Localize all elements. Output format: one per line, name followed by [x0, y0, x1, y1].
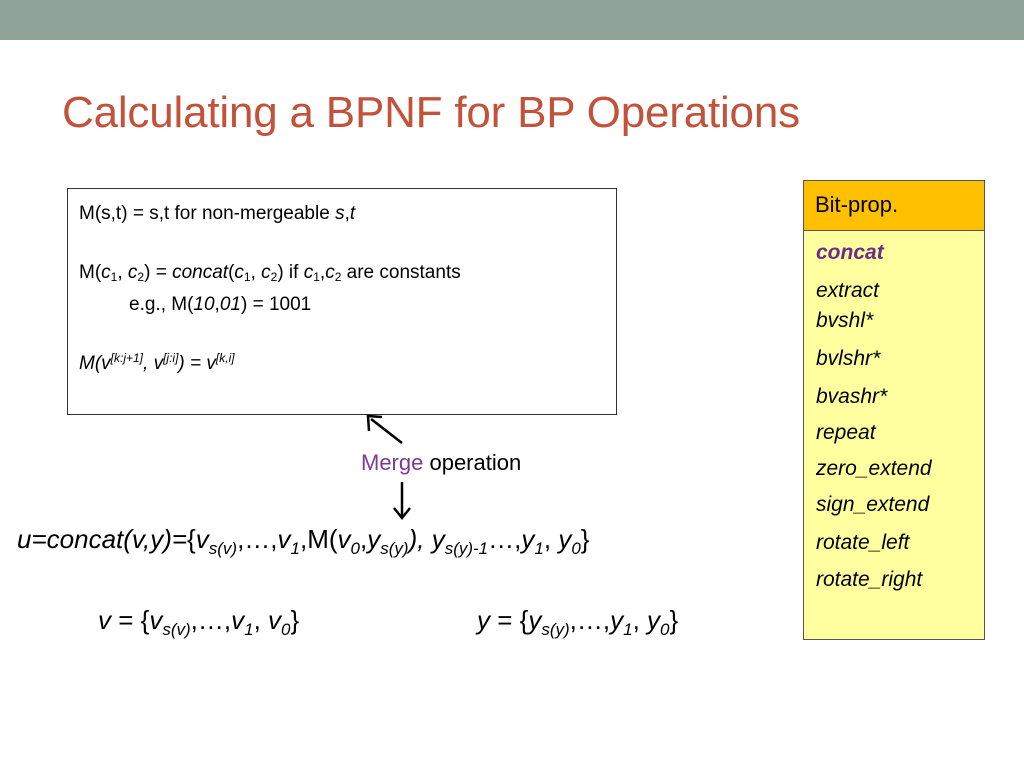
rule4-comma: ,	[143, 353, 154, 374]
rule4-v: v	[153, 353, 164, 374]
formula-dots: …,	[488, 524, 522, 554]
vdef-dots: ,…,	[190, 605, 232, 635]
rule1-s: s	[335, 203, 345, 224]
formula-dots: ,…,	[237, 524, 278, 554]
formula-v: v	[277, 524, 291, 554]
ydef-brace: }	[669, 605, 679, 635]
rule2-paren: (	[228, 262, 235, 283]
bit-prop-item-bvlshr: bvlshr*	[816, 347, 881, 370]
rule2-c: c	[303, 262, 314, 283]
slide-title: Calculating a BPNF for BP Operations	[62, 88, 800, 137]
merge-word: Merge	[361, 450, 424, 475]
vdef-v: v	[231, 605, 245, 635]
formula-comma: ,	[360, 524, 368, 554]
ydef-sub: 1	[623, 620, 633, 639]
formula-y: y	[367, 524, 381, 554]
rule-slices	[79, 352, 235, 376]
ydef-comma: ,	[632, 605, 648, 635]
formula-brace: }	[580, 524, 590, 554]
ydef-y: y	[610, 605, 624, 635]
formula-merge: M(	[307, 524, 338, 554]
bit-prop-item-bvashr: bvashr*	[816, 385, 888, 408]
bit-prop-item-concat: concat	[816, 241, 884, 264]
rule2-comma: ,	[250, 262, 262, 283]
bit-prop-item-rotate-left: rotate_left	[816, 531, 910, 554]
ydef-eq: = {	[490, 605, 529, 635]
formula-sub: s(y)	[380, 539, 409, 558]
ydef-y: y	[528, 605, 542, 635]
vdef-sub: 1	[244, 620, 254, 639]
merge-rules-box	[67, 188, 617, 415]
rule-example	[129, 293, 311, 317]
rule2-c: c	[325, 262, 335, 283]
rule2-sub: 2	[270, 270, 278, 284]
ydef-lhs: y	[477, 605, 490, 635]
ydef-sub: s(y)	[541, 620, 570, 639]
v-definition	[98, 605, 300, 639]
bit-prop-item-repeat: repeat	[816, 421, 876, 444]
rule2-sub: 1	[243, 270, 251, 284]
rule2-c: c	[234, 262, 244, 283]
vdef-comma: ,	[253, 605, 269, 635]
ydef-sub: 0	[660, 620, 670, 639]
rule2-comma: ,	[319, 262, 326, 283]
bit-prop-item-zero-extend: zero_extend	[816, 457, 932, 480]
bit-prop-item-extract: extract	[816, 279, 880, 302]
formula-v: v	[195, 524, 209, 554]
arrow-to-rules-icon	[368, 416, 402, 443]
rule2-sub: 1	[313, 270, 320, 284]
rule2-m: M(	[79, 262, 102, 283]
rule2-sub: 2	[334, 270, 342, 284]
rule4-sup: [j:i]	[163, 351, 179, 365]
rule3-comma: ,	[214, 294, 220, 315]
formula-brace: {	[187, 524, 196, 554]
rule4-v: v	[101, 353, 111, 374]
rule2-tail: are constants	[341, 262, 461, 283]
formula-v: v	[337, 524, 351, 554]
formula-lhs: u=concat(v,y)=	[17, 524, 188, 554]
rule1-comma: ,	[344, 203, 350, 224]
bit-prop-item-rotate-right: rotate_right	[816, 568, 923, 591]
formula-sub: s(v)	[208, 539, 238, 558]
formula-y: y	[558, 524, 572, 554]
operation-word: operation	[423, 450, 522, 475]
formula-y: y	[424, 524, 445, 554]
ydef-dots: ,…,	[569, 605, 611, 635]
rule2-c: c	[127, 262, 138, 283]
rule2-sub: 2	[137, 270, 145, 284]
formula-close: ),	[408, 524, 425, 554]
bit-prop-item-sign-extend: sign_extend	[816, 493, 930, 516]
formula-y: y	[521, 524, 535, 554]
rule1-text: M(s,t) = s,t for non-mergeable	[79, 203, 336, 224]
bit-prop-header: Bit-prop.	[804, 181, 984, 231]
y-definition	[477, 605, 679, 639]
rule3-result: ) = 1001	[240, 294, 312, 315]
vdef-sub: s(v)	[162, 620, 191, 639]
formula-sub: 1	[534, 539, 544, 558]
formula-sub: 1	[290, 539, 300, 558]
formula-sub: s(y)-1	[444, 539, 489, 558]
rule1-t: t	[349, 203, 356, 224]
rule2-eq: ) =	[144, 262, 173, 283]
concat-formula	[17, 524, 590, 558]
formula-sub: 0	[350, 539, 361, 558]
rule4-sup: [k,i]	[215, 351, 235, 365]
rule-constants	[79, 261, 461, 289]
top-header-band	[0, 0, 1024, 40]
bit-prop-table	[803, 180, 985, 640]
rule-non-mergeable	[79, 202, 355, 226]
vdef-brace: }	[290, 605, 300, 635]
rule4-m: M(	[79, 353, 102, 374]
rule2-c: c	[261, 262, 271, 283]
formula-sub: 0	[571, 539, 581, 558]
rule2-if: ) if	[277, 262, 304, 283]
rule3-10: 10	[193, 294, 215, 315]
merge-operation-label	[361, 450, 521, 476]
formula-comma: ,	[299, 524, 308, 554]
rule3-01: 01	[219, 294, 241, 315]
bit-prop-item-bvshl: bvshl*	[816, 309, 874, 332]
rule2-sub: 1	[110, 270, 118, 284]
rule2-comma: ,	[117, 262, 128, 283]
ydef-y: y	[647, 605, 661, 635]
vdef-v: v	[268, 605, 282, 635]
rule4-sup: [k:j+1]	[110, 351, 144, 365]
vdef-lhs: v	[98, 605, 111, 635]
vdef-sub: 0	[281, 620, 291, 639]
rule2-concat: concat	[172, 262, 229, 283]
rule4-eq: ) =	[178, 353, 207, 374]
arrow-to-formula-icon	[394, 482, 410, 518]
vdef-eq: = {	[111, 605, 150, 635]
vdef-v: v	[149, 605, 163, 635]
formula-comma: ,	[543, 524, 559, 554]
rule4-v: v	[206, 353, 216, 374]
rule2-c: c	[101, 262, 111, 283]
rule3-eg: e.g., M(	[129, 294, 194, 315]
